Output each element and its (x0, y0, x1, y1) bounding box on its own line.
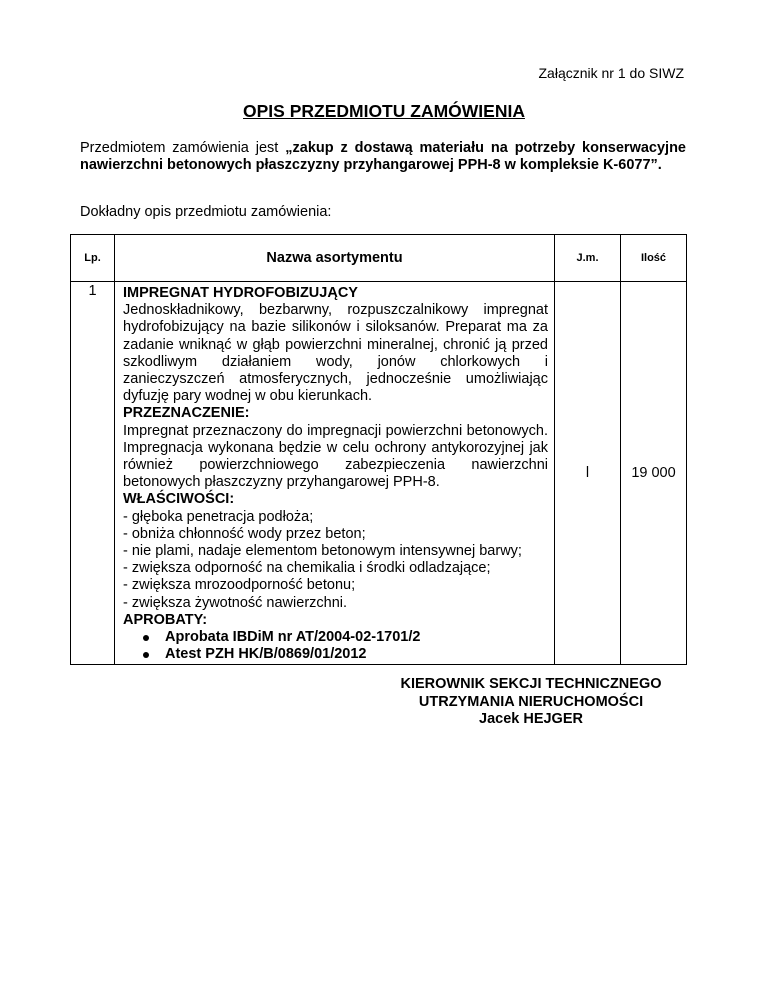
list-item: - głęboka penetracja podłoża; (123, 508, 314, 525)
signature-line-1: KIEROWNIK SEKCJI TECHNICZNEGO (400, 676, 662, 692)
properties-list (123, 509, 548, 612)
list-item: - obniża chłonność wody przez beton; (123, 525, 366, 542)
product-name: IMPREGNAT HYDROFOBIZUJĄCY (123, 285, 358, 301)
list-item (143, 629, 548, 646)
approval-text: Aprobata IBDiM nr AT/2004-02-1701/2 (165, 629, 421, 646)
intro-lead: Przedmiotem zamówienia jest (80, 140, 279, 156)
header-name: Nazwa asortymentu (115, 235, 555, 282)
row-description-cell (115, 282, 555, 665)
row-lp: 1 (71, 282, 115, 665)
product-description: Jednoskładnikowy, bezbarwny, rozpuszczalnikowy impregnat hydrofobizujący na bazie silikonów i siloksanów. Preparat ma za zadanie wniknąć w głąb powierzchni mineralnej, chronić ją przed szkodliwym działaniem wody, jonów chlorkowych i zanieczyszczeń atmosferycznych, jednocześnie umożliwiając dyfuzję pary wodnej w obu kierunkach. (123, 302, 548, 405)
signature-block (378, 676, 684, 729)
items-table (70, 234, 687, 665)
document-title: OPIS PRZEDMIOTU ZAMÓWIENIA (243, 101, 525, 121)
signature-name: Jacek HEJGER (479, 711, 583, 727)
approvals-heading: APROBATY: (123, 611, 208, 628)
annex-label: Załącznik nr 1 do SIWZ (538, 65, 684, 81)
list-item: - zwiększa odporność na chemikalia i środki odladzające; (123, 560, 491, 577)
signature-line-2: UTRZYMANIA NIERUCHOMOŚCI (418, 693, 644, 710)
properties-heading: WŁAŚCIWOŚCI: (123, 491, 235, 508)
approvals-list (123, 629, 548, 663)
approval-text: Atest PZH HK/B/0869/01/2012 (165, 646, 367, 663)
intro-subject: „zakup z dostawą materiału na potrzeby konserwacyjne nawierzchni betonowych płaszczyzny przyhangarowej PPH-8 w kompleksie K-6077”. (80, 140, 687, 173)
table-row (71, 282, 687, 665)
table-header-row (71, 235, 687, 282)
row-unit: l (555, 282, 621, 665)
header-unit: J.m. (555, 235, 621, 282)
list-item: - nie plami, nadaje elementom betonowym intensywnej barwy; (123, 543, 522, 560)
list-item: - zwiększa żywotność nawierzchni. (123, 594, 348, 611)
row-quantity: 19 000 (621, 282, 687, 665)
bullet-icon (143, 652, 149, 658)
bullet-icon (143, 635, 149, 641)
list-item (143, 646, 548, 663)
purpose-text: Impregnat przeznaczony do impregnacji powierzchni betonowych. Impregnacja wykonana będzie w celu ochrony antykorozyjnej jak również powierzchniowego zabezpieczenia nawierzchni betonowych płaszczyzny przyhangarowej PPH-8. (123, 422, 548, 491)
header-quantity: Ilość (621, 235, 687, 282)
detail-heading: Dokładny opis przedmiotu zamówienia: (80, 204, 332, 220)
list-item: - zwiększa mrozoodporność betonu; (123, 577, 356, 594)
purpose-heading: PRZEZNACZENIE: (123, 405, 250, 422)
intro-paragraph (80, 140, 686, 174)
header-lp: Lp. (71, 235, 115, 282)
